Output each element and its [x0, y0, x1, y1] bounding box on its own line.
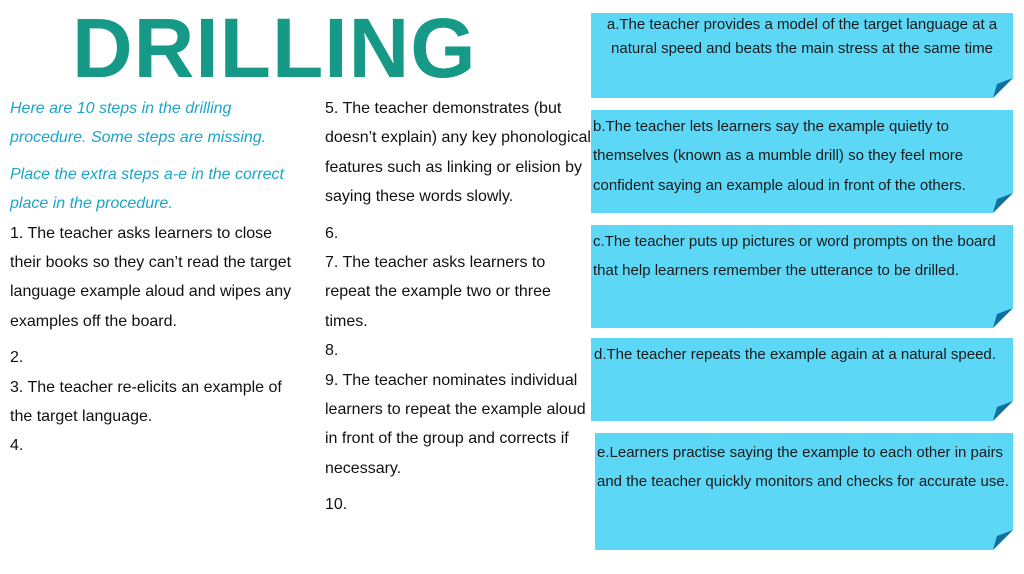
step-6: 6. [325, 224, 339, 242]
step-9: 9. The teacher nominates individual learners to repeat the example aloud in front of the group and corrects if necessary. [325, 371, 586, 477]
folded-corner-icon [993, 78, 1013, 98]
folded-corner-icon [993, 193, 1013, 213]
folded-corner-icon [993, 401, 1013, 421]
note-b-text: b.The teacher lets learners say the example quietly to themselves (known as a mumble drill) so they feel more confident saying an example aloud in front of the others. [593, 118, 966, 194]
step-10: 10. [325, 496, 348, 514]
sticky-note-c[interactable] [591, 225, 1013, 328]
right-column [325, 94, 595, 520]
instruction-text-2: Place the extra steps a-e in the correct place in the procedure. [10, 165, 284, 213]
instruction-text-1: Here are 10 steps in the drilling procedure. Some steps are missing. [10, 100, 267, 147]
folded-corner-icon [993, 530, 1013, 550]
step-5: 5. The teacher demonstrates (but doesn’t explain) any key phonological features such as linking or elision by saying these words slowly. [325, 100, 591, 206]
page-title: DRILLING [72, 1, 477, 95]
step-1: 1. The teacher asks learners to close their books so they can’t read the target language example aloud and wipes any examples off the board. [10, 224, 292, 330]
sticky-note-a[interactable] [591, 13, 1013, 98]
note-d-text: d.The teacher repeats the example again at a natural speed. [594, 346, 996, 363]
folded-corner-icon [993, 308, 1013, 328]
step-4: 4. [10, 437, 24, 455]
step-8: 8. [325, 342, 339, 360]
sticky-note-d[interactable] [591, 338, 1013, 421]
note-a-text: a.The teacher provides a model of the target language at a natural speed and beats the main stress at the same time [606, 16, 998, 57]
sticky-note-b[interactable] [591, 110, 1013, 213]
sticky-note-e[interactable] [595, 433, 1013, 550]
note-c-text: c.The teacher puts up pictures or word prompts on the board that help learners remember the utterance to be drilled. [593, 233, 996, 280]
step-2: 2. [10, 349, 24, 367]
left-column [10, 94, 300, 461]
note-e-text: e.Learners practise saying the example to each other in pairs and the teacher quickly monitors and checks for accurate use. [597, 444, 1009, 491]
step-7: 7. The teacher asks learners to repeat the example two or three times. [325, 254, 551, 330]
step-3: 3. The teacher re-elicits an example of the target language. [10, 378, 282, 426]
